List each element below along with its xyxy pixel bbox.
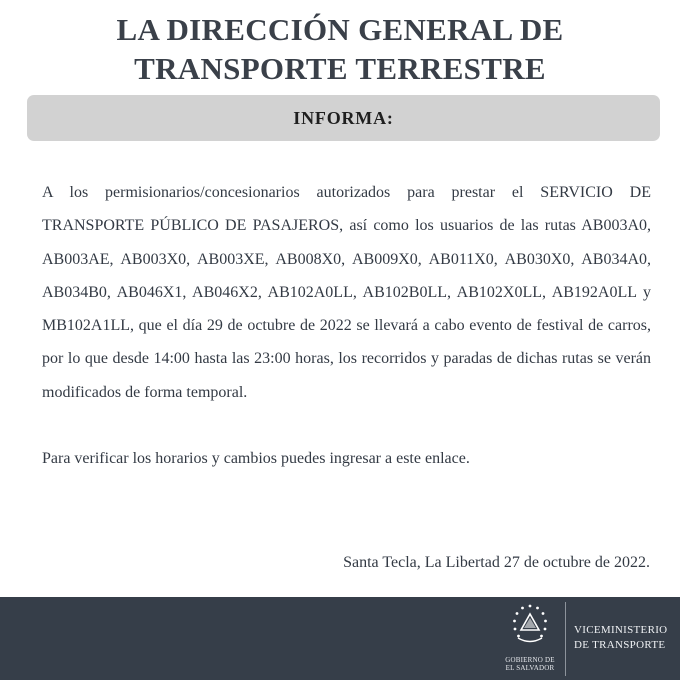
page-title [0,10,680,88]
paragraph-spacer [42,409,651,442]
page-title-line-2: TRANSPORTE TERRESTRE [134,51,546,86]
notice-paragraph-link: Para verificar los horarios y cambios puedes ingresar a este enlace. [42,450,470,468]
viceministerio-line-2: DE TRANSPORTE [574,639,666,651]
viceministerio-line-1: VICEMINISTERIO [574,624,668,636]
informa-label: INFORMA: [293,107,394,128]
footer-divider [565,602,566,676]
notice-paragraph-main: A los permisionarios/concesionarios autorizados para prestar el SERVICIO DE TRANSPORTE PÚBLICO DE PASAJEROS, así como los usuarios de las rutas AB003A0, AB003AE, AB003X0, AB003XE, AB008X0, AB009X0, AB011X0, AB030X0, AB034A0, AB034B0, AB046X1, AB046X2, AB102A0LL, AB102B0LL, AB102X0LL, AB192A0LL y MB102A1LL, que el día 29 de octubre de 2022 se llevará a cabo evento de festival de carros, por lo que desde 14:00 hasta las 23:00 horas, los recorridos y paradas de dichas rutas se verán modificados de forma temporal. [42,184,651,401]
gobierno-line-2: EL SALVADOR [505,664,555,672]
viceministerio-label [574,623,667,653]
coat-of-arms-icon [508,603,552,647]
page-title-line-1: LA DIRECCIÓN GENERAL DE [116,12,564,47]
gobierno-line-1: GOBIERNO DE [505,656,555,664]
place-date: Santa Tecla, La Libertad 27 de octubre de 2022. [343,554,650,571]
gobierno-label [496,656,564,672]
informa-banner [27,95,660,141]
notice-body [42,176,651,475]
